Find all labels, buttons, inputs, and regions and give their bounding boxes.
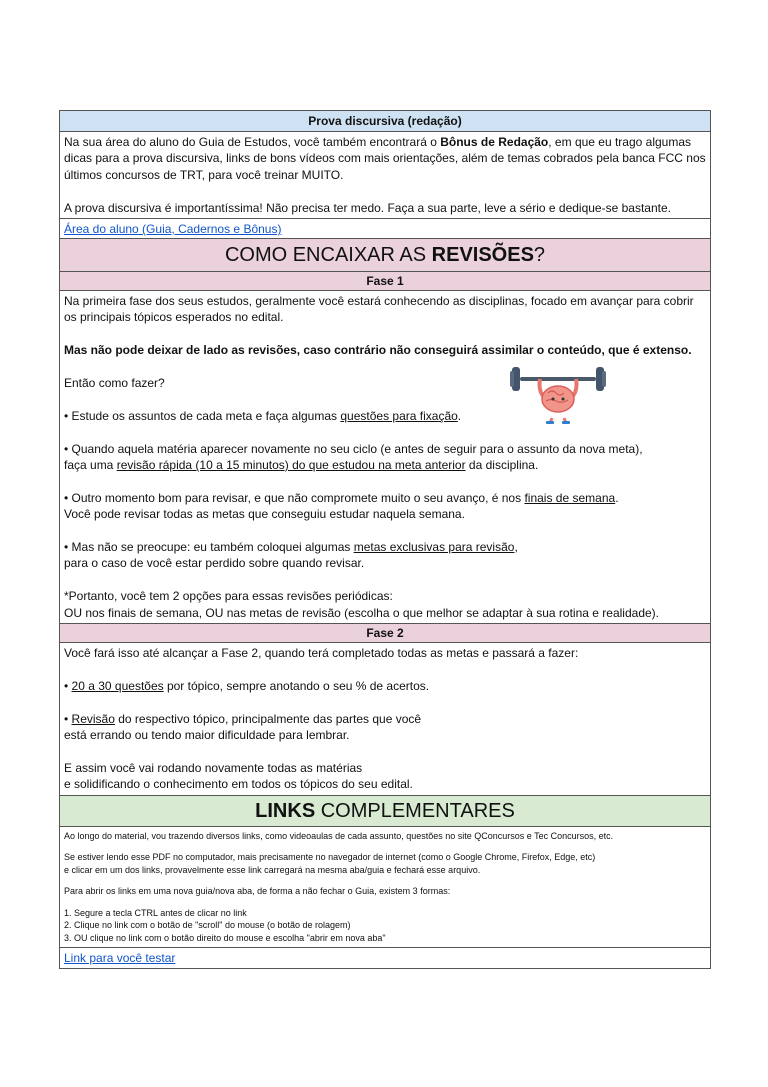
- bullet-fixation: • Estude os assuntos de cada meta e faça algumas questões para fixação.: [64, 408, 462, 423]
- revision-warning: Mas não pode deixar de lado as revisões, caso contrário não conseguirá assimilar o conteúdo, que é extenso.: [64, 343, 692, 358]
- bullet-questions: • 20 a 30 questões por tópico, sempre anotando o seu % de acertos.: [64, 678, 430, 693]
- discursive-exam-body: [60, 132, 710, 219]
- bullet-review-goals: • Mas não se preocupe: eu também coloquei algumas metas exclusivas para revisão,: [64, 540, 518, 555]
- fase-1-body: Na primeira fase dos seus estudos, geralmente você estará conhecendo as disciplinas, focado em avançar para cobrir os principais tópicos esperados no edital. Mas não pode deixar de lado as revisões, caso contrário não conseguirá assimilar o conteúdo, que é extenso. Então como fazer? • Estude os assuntos de cada meta e faça algumas questões para fixação. • Quando aquela matéria aparecer novamente no seu ciclo (e antes de seguir para o assunto da nova meta), faça uma revisão rápida (10 a 15 minutos) do que estudou na meta anterior da disciplina. • Outro momento bom para revisar, e que não compromete muito o seu avanço, é nos finais de semana. Você pode revisar todas as metas que conseguiu estudar naquela semana. • Mas não se preocupe: eu também coloquei algumas metas exclusivas para revisão, para o caso de você estar perdido sobre quando revisar. *Portanto, você tem 2 opções para essas revisões periódicas: OU nos finais de semana, OU nas metas de revisão (escolha o que melhor se adaptar à sua rotina e realidade).: [60, 291, 710, 624]
- bullet-topic-review: • Revisão do respectivo tópico, principalmente das partes que você: [64, 711, 422, 726]
- revisoes-title: COMO ENCAIXAR AS REVISÕES?: [60, 239, 710, 272]
- discursive-exam-header: Prova discursiva (redação): [60, 111, 710, 132]
- links-title: LINKS COMPLEMENTARES: [60, 796, 710, 827]
- fase-2-body: Você fará isso até alcançar a Fase 2, quando terá completado todas as metas e passará a fazer: • 20 a 30 questões por tópico, sempre anotando o seu % de acertos. • Revisão do respectivo tópico, principalmente das partes que você está errando ou tendo maior dificuldade para lembrar. E assim você vai rodando novamente todas as matérias e solidificando o conhecimento em todos os tópicos do seu edital.: [60, 643, 710, 796]
- step-1: 1. Segure a tecla CTRL antes de clicar no link: [64, 907, 247, 918]
- links-body: Ao longo do material, vou trazendo diversos links, como videoaulas de cada assunto, questões no site QConcursos e Tec Concursos, etc. Se estiver lendo esse PDF no computador, mais precisamente no navegador de internet (como o Google Chrome, Firefox, Edge, etc) e clicar em um dos links, provavelmente esse link carregará na mesma aba/guia e fechará esse arquivo. Para abrir os links em uma nova guia/nova aba, de forma a não fechar o Guia, existem 3 formas: 1. Segure a tecla CTRL antes de clicar no link 2. Clique no link com o botão de "scroll" do mouse (o botão de rolagem) 3. OU clique no link com o botão direito do mouse e escolha "abrir em nova aba": [60, 827, 710, 949]
- fase-1-header: Fase 1: [60, 272, 710, 291]
- bullet-quick-review: faça uma revisão rápida (10 a 15 minutos) do que estudou na meta anterior da disciplina.: [64, 458, 539, 473]
- discursive-paragraph-1: Na sua área do aluno do Guia de Estudos, você também encontrará o Bônus de Redação, em que eu trago algumas dicas para a prova discursiva, links de bons vídeos com mais orientações, além de temas cobrados pela banca FCC nos últimos concursos de TRT, para você treinar MUITO.: [64, 135, 706, 182]
- bullet-weekends: • Outro momento bom para revisar, e que não compromete muito o seu avanço, é nos finais de semana.: [64, 490, 619, 505]
- discursive-paragraph-2: A prova discursiva é importantíssima! Não precisa ter medo. Faça a sua parte, leve a sério e dedique-se bastante.: [64, 200, 671, 215]
- study-guide-table: [59, 110, 711, 969]
- student-area-link[interactable]: Área do aluno (Guia, Cadernos e Bônus): [64, 222, 282, 237]
- step-3: 3. OU clique no link com o botão direito do mouse e escolha "abrir em nova aba": [64, 932, 386, 943]
- brain-lifting-weights-icon: [510, 363, 606, 425]
- step-2: 2. Clique no link com o botão de "scroll" do mouse (o botão de rolagem): [64, 920, 351, 931]
- student-area-link-row: [60, 219, 710, 239]
- fase-2-header: Fase 2: [60, 624, 710, 643]
- test-link-row: [60, 948, 710, 968]
- test-link[interactable]: Link para você testar: [64, 951, 176, 966]
